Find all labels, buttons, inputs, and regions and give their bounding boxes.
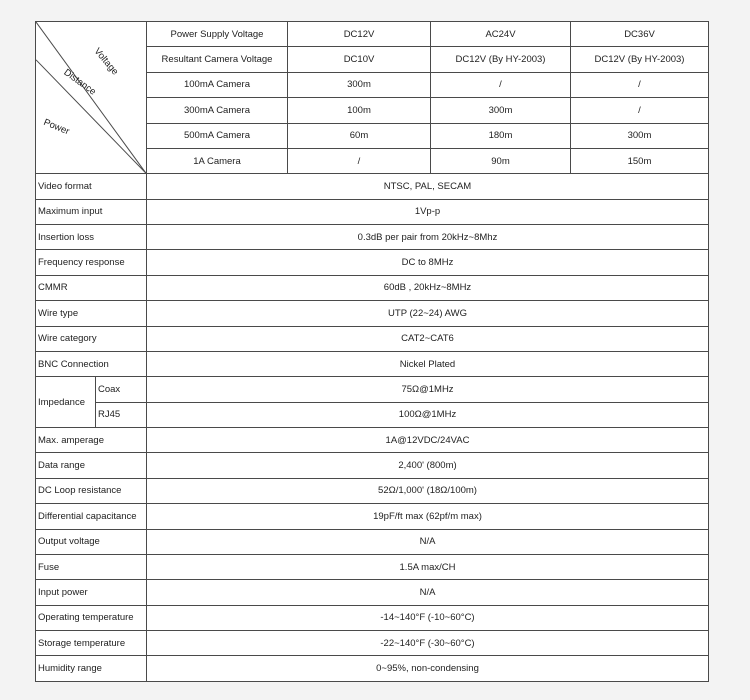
spec-row xyxy=(36,174,709,199)
impedance-sub-label: Coax xyxy=(96,377,147,402)
spec-value: 1A@12VDC/24VAC xyxy=(147,428,709,453)
spec-row xyxy=(36,326,709,351)
impedance-row xyxy=(36,377,709,402)
camera-label: 100mA Camera xyxy=(147,72,288,97)
spec-row xyxy=(36,605,709,630)
spec-value: 1.5A max/CH xyxy=(147,554,709,579)
camera-value: 150m xyxy=(571,148,709,173)
spec-label: Differential capacitance xyxy=(36,504,147,529)
corner-cell xyxy=(36,22,147,174)
spec-row xyxy=(36,225,709,250)
spec-label: Operating temperature xyxy=(36,605,147,630)
impedance-sub-label: RJ45 xyxy=(96,402,147,427)
header-value: DC36V xyxy=(571,22,709,47)
spec-value: 0~95%, non-condensing xyxy=(147,656,709,682)
camera-value: / xyxy=(571,98,709,123)
header-label: Power Supply Voltage xyxy=(147,22,288,47)
spec-label: Frequency response xyxy=(36,250,147,275)
spec-label: Wire type xyxy=(36,301,147,326)
spec-label: Storage temperature xyxy=(36,631,147,656)
spec-label: Humidity range xyxy=(36,656,147,682)
spec-row xyxy=(36,275,709,300)
spec-label: Insertion loss xyxy=(36,225,147,250)
camera-value: 100m xyxy=(288,98,431,123)
spec-label: Video format xyxy=(36,174,147,199)
header-value: DC12V (By HY-2003) xyxy=(431,47,571,72)
spec-row xyxy=(36,453,709,478)
impedance-row xyxy=(36,402,709,427)
spec-value: 52Ω/1,000' (18Ω/100m) xyxy=(147,478,709,503)
header-row-supply-voltage xyxy=(36,22,709,47)
spec-label: Data range xyxy=(36,453,147,478)
spec-value: -22~140°F (-30~60°C) xyxy=(147,631,709,656)
spec-value: N/A xyxy=(147,529,709,554)
spec-value: N/A xyxy=(147,580,709,605)
spec-row xyxy=(36,199,709,224)
camera-label: 300mA Camera xyxy=(147,98,288,123)
camera-value: / xyxy=(571,72,709,97)
spec-label: CMMR xyxy=(36,275,147,300)
spec-row xyxy=(36,478,709,503)
spec-row xyxy=(36,529,709,554)
spec-value: 60dB , 20kHz~8MHz xyxy=(147,275,709,300)
camera-value: 300m xyxy=(571,123,709,148)
header-label: Resultant Camera Voltage xyxy=(147,47,288,72)
camera-value: 180m xyxy=(431,123,571,148)
camera-label: 500mA Camera xyxy=(147,123,288,148)
spec-label: Wire category xyxy=(36,326,147,351)
impedance-value: 100Ω@1MHz xyxy=(147,402,709,427)
spec-value: -14~140°F (-10~60°C) xyxy=(147,605,709,630)
spec-value: Nickel Plated xyxy=(147,351,709,376)
corner-voltage-label: Voltage xyxy=(91,46,121,78)
spec-label: DC Loop resistance xyxy=(36,478,147,503)
header-value: DC10V xyxy=(288,47,431,72)
spec-value: 1Vp-p xyxy=(147,199,709,224)
header-value: AC24V xyxy=(431,22,571,47)
camera-label: 1A Camera xyxy=(147,148,288,173)
camera-value: 300m xyxy=(431,98,571,123)
spec-label: Maximum input xyxy=(36,199,147,224)
spec-value: 2,400' (800m) xyxy=(147,453,709,478)
spec-row xyxy=(36,580,709,605)
spec-row xyxy=(36,250,709,275)
spec-row xyxy=(36,301,709,326)
spec-label: BNC Connection xyxy=(36,351,147,376)
corner-power-label: Power xyxy=(41,117,71,138)
spec-row xyxy=(36,656,709,682)
spec-value: UTP (22~24) AWG xyxy=(147,301,709,326)
corner-distance-label: Distance xyxy=(61,67,98,98)
spec-value: CAT2~CAT6 xyxy=(147,326,709,351)
camera-value: 300m xyxy=(288,72,431,97)
header-value: DC12V xyxy=(288,22,431,47)
spec-row xyxy=(36,428,709,453)
spec-table xyxy=(35,21,709,682)
spec-label: Input power xyxy=(36,580,147,605)
spec-value: DC to 8MHz xyxy=(147,250,709,275)
spec-value: NTSC, PAL, SECAM xyxy=(147,174,709,199)
spec-row xyxy=(36,554,709,579)
spec-label: Output voltage xyxy=(36,529,147,554)
camera-value: / xyxy=(288,148,431,173)
spec-value: 0.3dB per pair from 20kHz~8Mhz xyxy=(147,225,709,250)
spec-row xyxy=(36,504,709,529)
camera-value: 90m xyxy=(431,148,571,173)
impedance-label: Impedance xyxy=(36,377,96,428)
header-value: DC12V (By HY-2003) xyxy=(571,47,709,72)
camera-value: / xyxy=(431,72,571,97)
spec-label: Fuse xyxy=(36,554,147,579)
spec-row xyxy=(36,631,709,656)
camera-value: 60m xyxy=(288,123,431,148)
spec-row xyxy=(36,351,709,376)
spec-value: 19pF/ft max (62pf/m max) xyxy=(147,504,709,529)
spec-label: Max. amperage xyxy=(36,428,147,453)
impedance-value: 75Ω@1MHz xyxy=(147,377,709,402)
